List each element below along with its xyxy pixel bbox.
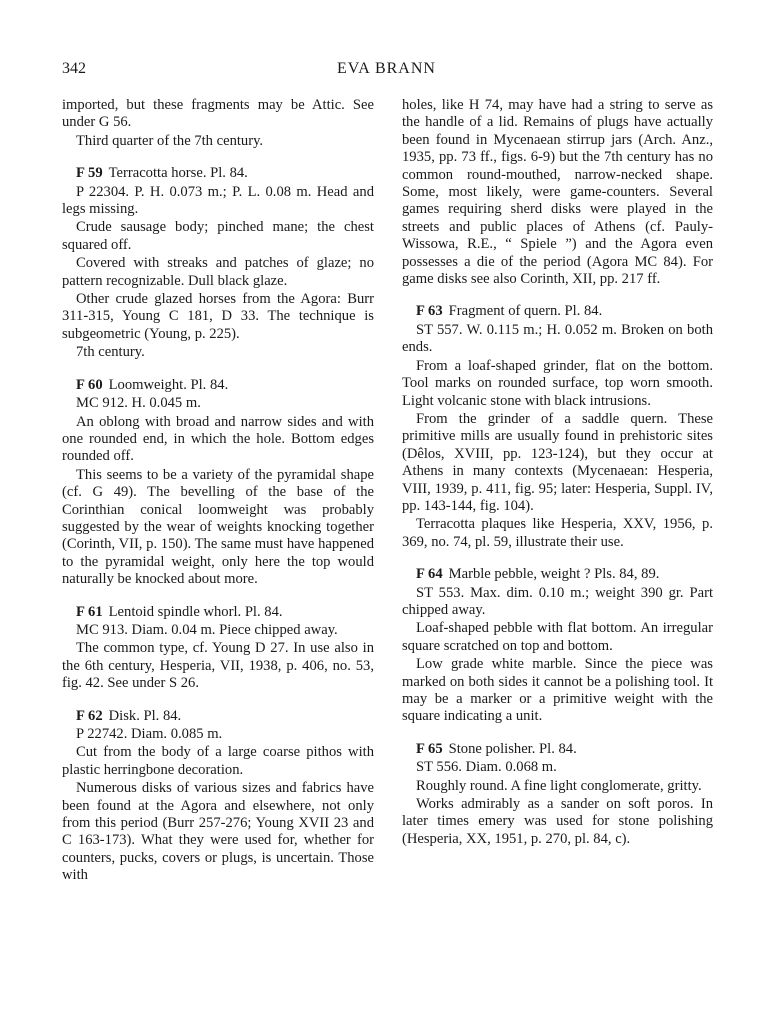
entry-paragraph: ST 553. Max. dim. 0.10 m.; weight 390 gr. Part chipped away. [402, 584, 713, 618]
entry-paragraph: MC 912. H. 0.045 m. [76, 395, 201, 412]
catalogue-entry-f59 [62, 165, 374, 361]
entry-paragraph: This seems to be a variety of the pyramidal shape (cf. G 49). The bevelling of the base of the Corinthian conical loomweight was probably suggested by the wear of weights knocking together (Corinth, VII, p. 150). The same must have happened to the pyramidal weight, only here the top would naturally be knocked about more. [62, 466, 374, 588]
entry-paragraph: 7th century. [76, 344, 145, 361]
entry-paragraph: Other crude glazed horses from the Agora: Burr 311-315, Young C 181, D 33. The technique is subgeometric (Young, p. 225). [62, 291, 374, 342]
catalogue-entry-f65 [402, 741, 713, 848]
entry-title: Terracotta horse. Pl. 84. [108, 165, 248, 182]
entry-number: F 61 [76, 603, 103, 620]
entry-paragraph: P 22742. Diam. 0.085 m. [76, 726, 223, 742]
entry-number: F 59 [76, 165, 103, 182]
entry-paragraph: MC 913. Diam. 0.04 m. Piece chipped away. [76, 621, 338, 638]
entry-heading [402, 741, 713, 758]
entry-heading [62, 165, 374, 182]
continuation-paragraph: Third quarter of the 7th century. [76, 132, 264, 149]
entry-heading [402, 566, 713, 583]
catalogue-entry-f61 [62, 604, 374, 693]
entry-paragraph: Works admirably as a sander on soft poros. In later times emery was used for stone polishing (Hesperia, XX, 1951, p. 270, pl. 84, c). [402, 796, 713, 847]
entry-number: F 65 [416, 740, 443, 757]
catalogue-entry-f62 [62, 708, 374, 885]
entry-paragraph: From a loaf-shaped grinder, flat on the bottom. Tool marks on rounded surface, top worn smooth. Light volcanic stone with black intrusions. [402, 357, 713, 409]
catalogue-entry-f64 [402, 566, 713, 726]
entry-paragraph: ST 557. W. 0.115 m.; H. 0.052 m. Broken on both ends. [402, 321, 713, 356]
entry-paragraph: An oblong with broad and narrow sides and with one rounded end, in which the hole. Bottom edges rounded off. [62, 413, 374, 465]
entry-heading [62, 604, 374, 621]
entry-paragraph: ST 556. Diam. 0.068 m. [416, 759, 557, 776]
entry-paragraph: P 22304. P. H. 0.073 m.; P. L. 0.08 m. Head and legs missing. [62, 183, 374, 218]
right-column [402, 97, 713, 849]
entry-paragraph: Covered with streaks and patches of glaze; no pattern recognizable. Dull black glaze. [62, 255, 374, 289]
entry-paragraph: Crude sausage body; pinched mane; the chest squared off. [62, 219, 374, 253]
page-number: 342 [62, 60, 86, 77]
entry-heading [62, 377, 374, 394]
entry-paragraph: Low grade white marble. Since the piece was marked on both sides it cannot be a polishing tool. It may be a marker or a primitive weight with the square indicating a unit. [402, 656, 713, 725]
entry-paragraph: Cut from the body of a large coarse pithos with plastic herringbone decoration. [62, 744, 374, 778]
entry-number: F 64 [416, 566, 443, 583]
entry-number: F 60 [76, 376, 103, 393]
entry-number: F 62 [76, 707, 103, 724]
entry-title: Loomweight. Pl. 84. [108, 376, 229, 393]
entry-title: Marble pebble, weight ? Pls. 84, 89. [448, 566, 660, 583]
entry-title: Stone polisher. Pl. 84. [448, 740, 577, 757]
entry-paragraph: Terracotta plaques like Hesperia, XXV, 1956, p. 369, no. 74, pl. 59, illustrate their use. [402, 516, 713, 550]
entry-heading [402, 303, 713, 320]
entry-heading [62, 708, 374, 725]
continuation-paragraph: imported, but these fragments may be Attic. See under G 56. [62, 97, 374, 131]
continuation-paragraph: holes, like H 74, may have had a string to serve as the handle of a lid. Remains of plugs have actually been found in Mycenaean stirrup jars (Arch. Anz., 1935, pp. 73 ff., figs. 6-9) but the 7th century has no common round-mouthed, narrow-necked shape. Some, most likely, were game-counters. Several games requiring sherd disks were played in the streets and public places of Athens (cf. Pauly-Wissowa, R.E., “ Spiele ”) and the Agora even possesses a die of the period (Agora MC 84). For game disks see also Corinth, XII, pp. 217 ff. [402, 97, 713, 288]
catalogue-entry-f63 [402, 303, 713, 551]
running-header-author: EVA BRANN [337, 60, 436, 77]
entry-number: F 63 [416, 303, 443, 320]
entry-title: Fragment of quern. Pl. 84. [448, 303, 603, 320]
entry-title: Lentoid spindle whorl. Pl. 84. [108, 603, 283, 620]
catalogue-entry-f60 [62, 377, 374, 589]
entry-paragraph: Numerous disks of various sizes and fabrics have been found at the Agora and elsewhere, not only from this period (Burr 257-276; Young XVII 23 and C 163-173). What they were used for, whether for counters, pucks, covers or plugs, is uncertain. Those with [62, 780, 374, 884]
entry-paragraph: From the grinder of a saddle quern. These primitive mills are usually found in prehistoric sites (Dêlos, XVIII, pp. 123-124), but they occur at Athens in many contexts (Mycenaean: Hesperia, VIII, 1939, p. 411, fig. 95; later: Hesperia, Suppl. IV, pp. 143-144, fig. 104). [402, 410, 713, 514]
left-column [62, 97, 374, 886]
entry-paragraph: Roughly round. A fine light conglomerate, gritty. [416, 777, 702, 794]
entry-paragraph: The common type, cf. Young D 27. In use also in the 6th century, Hesperia, VII, 1938, p. 406, no. 53, fig. 42. See under S 26. [62, 640, 374, 692]
entry-title: Disk. Pl. 84. [108, 707, 182, 724]
entry-paragraph: Loaf-shaped pebble with flat bottom. An irregular square scratched on top and bottom. [402, 620, 713, 654]
